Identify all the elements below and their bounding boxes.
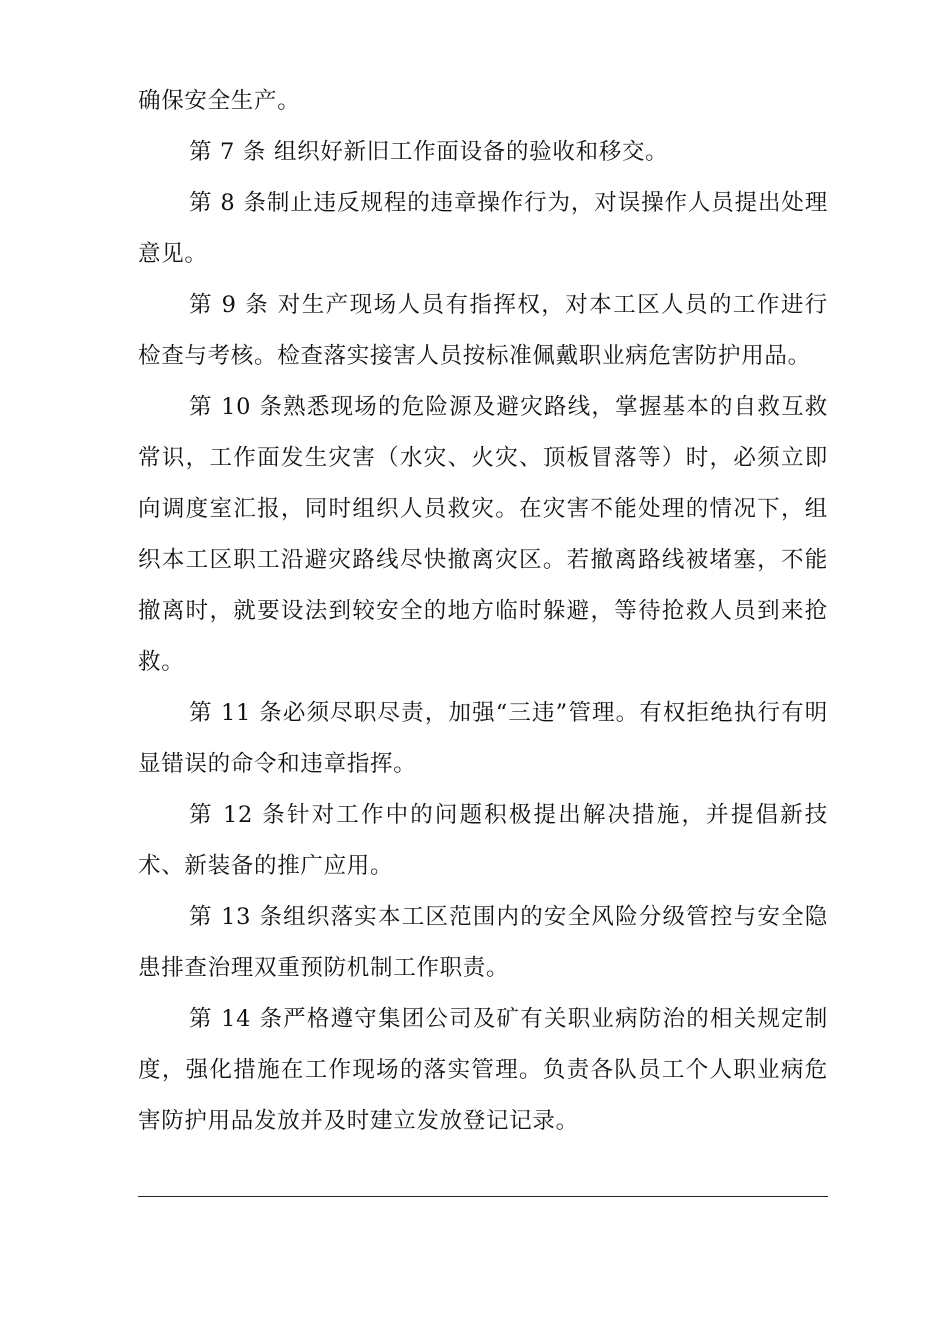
paragraph-article-9: 第 9 条 对生产现场人员有指挥权，对本工区人员的工作进行检查与考核。检查落实接害人员按标准佩戴职业病危害防护用品。 <box>138 292 828 369</box>
paragraph-article-8: 第 8 条制止违反规程的违章操作行为，对误操作人员提出处理意见。 <box>138 190 828 267</box>
paragraph-article-12: 第 12 条针对工作中的问题积极提出解决措施，并提倡新技术、新装备的推广应用。 <box>138 802 828 879</box>
footer-divider <box>138 1196 828 1197</box>
paragraph-article-7: 第 7 条 组织好新旧工作面设备的验收和移交。 <box>189 139 669 165</box>
paragraph-continuation: 确保安全生产。 <box>138 88 301 114</box>
paragraph-article-10: 第 10 条熟悉现场的危险源及避灾路线，掌握基本的自救互救常识，工作面发生灾害（水灾、火灾、顶板冒落等）时，必须立即向调度室汇报，同时组织人员救灾。在灾害不能处理的情况下，组织本工区职工沿避灾路线尽快撤离灾区。若撤离路线被堵塞，不能撤离时，就要设法到较安全的地方临时躲避，等待抢救人员到来抢救。 <box>138 394 828 675</box>
paragraph-article-14: 第 14 条严格遵守集团公司及矿有关职业病防治的相关规定制度，强化措施在工作现场的落实管理。负责各队员工个人职业病危害防护用品发放并及时建立发放登记记录。 <box>138 1006 828 1134</box>
paragraph-article-11: 第 11 条必须尽职尽责，加强“三违”管理。有权拒绝执行有明显错误的命令和违章指挥。 <box>138 700 828 777</box>
document-body <box>138 76 828 1147</box>
paragraph-article-13: 第 13 条组织落实本工区范围内的安全风险分级管控与安全隐患排查治理双重预防机制工作职责。 <box>138 904 828 981</box>
